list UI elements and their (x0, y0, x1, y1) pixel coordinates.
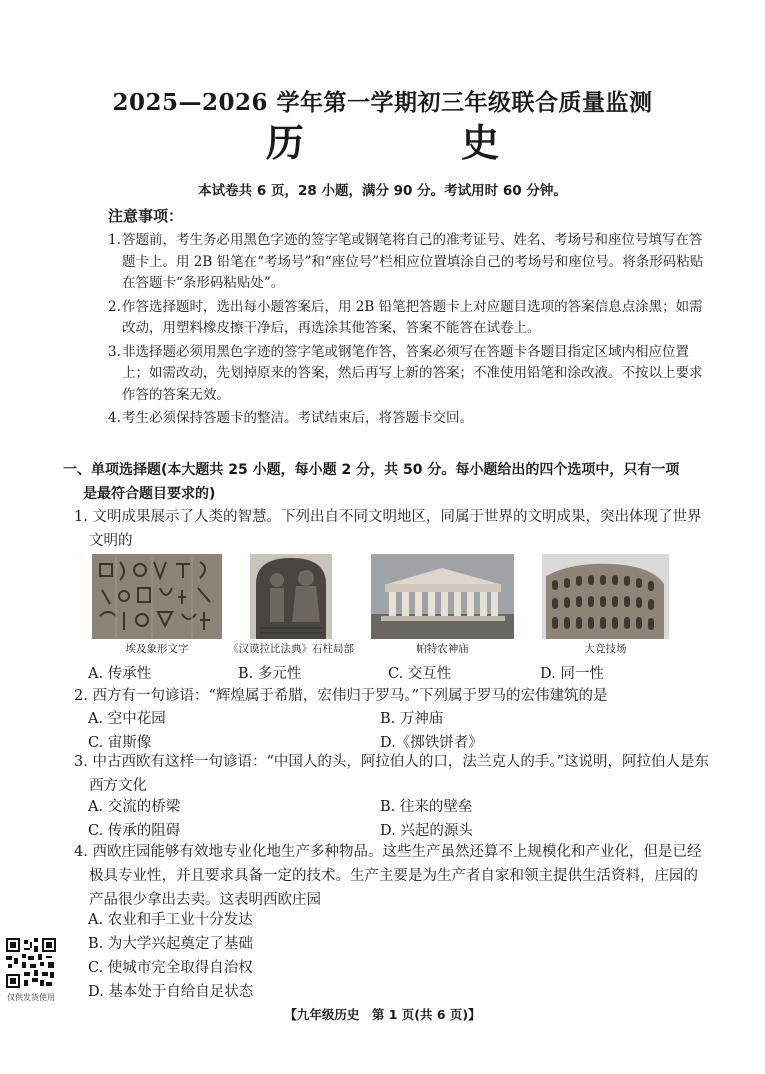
question-2-options (88, 707, 708, 755)
option-b: B. 万神庙 (380, 711, 444, 727)
option-d: D. 同一性 (540, 666, 604, 682)
question-1 (74, 505, 710, 553)
question-stem: 4. 西欧庄园能够有效地专业化地生产多种物品。这些生产虽然还算不上规模化和产业化，但是已经极具专业性，并且要求具备一定的技术。生产主要是为生产者自家和领主提供生活资料，庄园的产品很少拿出去卖。这表明西欧庄园 (74, 844, 702, 908)
option-a: A. 空中花园 (88, 711, 166, 727)
section-title-line1: 一、单项选择题(本大题共 25 小题，每小题 2 分，共 50 分。每小题给出的四个选项中，只有一项 (63, 462, 680, 478)
figure-caption: 埃及象形文字 (125, 643, 189, 655)
qr-code-icon (6, 938, 56, 988)
notice-item (108, 342, 708, 407)
option-d: D. 兴起的源头 (380, 823, 473, 839)
option-d: D. 基本处于自给自足状态 (88, 984, 254, 1000)
option-c: C. 宙斯像 (88, 735, 152, 751)
question-2 (74, 684, 710, 708)
option-b: B. 往来的壁垒 (380, 799, 473, 815)
section-title (63, 458, 708, 506)
notice-text: 答题前，考生务必用黑色字迹的签字笔或钢笔将自己的准考证号、姓名、考场号和座位号填写在答题卡上。用 2B 铅笔在“考场号”和“座位号”栏相应位置填涂自己的考场号和座位号。将条形码粘贴在答题卡“条形码粘贴处”。 (122, 232, 704, 291)
notice-heading: 注意事项： (108, 207, 184, 225)
question-4 (74, 840, 710, 912)
question-stem: 1. 文明成果展示了人类的智慧。下列出自不同文明地区，同属于世界的文明成果，突出体现了世界文明的 (74, 509, 702, 549)
notice-number: 1. (108, 232, 121, 248)
notice-item (108, 297, 708, 340)
notice-text: 考生必须保持答题卡的整洁。考试结束后，将答题卡交回。 (122, 410, 473, 426)
notice-list (108, 230, 708, 432)
notice-text: 作答选择题时，选出每小题答案后，用 2B 铅笔把答题卡上对应题目选项的答案信息点涂黑；如需改动，用塑料橡皮擦干净后，再选涂其他答案，答案不能答在试卷上。 (122, 298, 703, 336)
option-b: B. 为大学兴起奠定了基础 (88, 936, 253, 952)
figure-colosseum (542, 554, 669, 639)
option-a: A. 农业和手工业十分发达 (88, 912, 253, 928)
option-d: D.《掷铁饼者》 (380, 735, 483, 751)
qr-caption: 仅供发货使用 (7, 993, 55, 1002)
question-4-options (88, 908, 253, 1004)
question-1-options (88, 662, 708, 683)
option-a: A. 交流的桥梁 (88, 799, 181, 815)
option-c: C. 交互性 (388, 666, 452, 682)
notice-number: 3. (108, 343, 121, 360)
option-b: B. 多元性 (238, 666, 302, 682)
question-3 (74, 750, 710, 798)
figure-hammurabi-stele (250, 554, 332, 639)
subject-title: 历 史 (265, 120, 572, 165)
option-c: C. 使城市完全取得自治权 (88, 960, 253, 976)
notice-number: 4. (108, 410, 121, 426)
page-footer: 【九年级历史 第 1 页(共 6 页)】 (284, 1007, 481, 1022)
exam-info: 本试卷共 6 页，28 小题，满分 90 分。考试用时 60 分钟。 (198, 183, 567, 199)
figure-caption: 大竞技场 (584, 643, 627, 655)
notice-item (108, 230, 708, 295)
question-stem: 2. 西方有一句谚语：“辉煌属于希腊，宏伟归于罗马。”下列属于罗马的宏伟建筑的是 (74, 688, 608, 704)
figure-egyptian-hieroglyphs (92, 554, 222, 639)
exam-title: 2025—2026 学年第一学期初三年级联合质量监测 (112, 89, 653, 116)
question-stem: 3. 中古西欧有这样一句谚语：“中国人的头，阿拉伯人的口，法兰克人的手。”这说明，阿拉伯人是东西方文化 (74, 754, 710, 794)
question-3-options (88, 795, 708, 843)
option-a: A. 传承性 (88, 666, 152, 682)
notice-item (108, 408, 708, 430)
figure-caption: 帕特农神庙 (416, 643, 469, 655)
option-c: C. 传承的阻碍 (88, 823, 181, 839)
figure-parthenon (371, 554, 514, 639)
notice-number: 2. (108, 298, 121, 315)
notice-text: 非选择题必须用黑色字迹的签字笔或钢笔作答，答案必须写在答题卡各题目指定区域内相应位置上；如需改动，先划掉原来的答案，然后再写上新的答案；不准使用铅笔和涂改液。不按以上要求作答的答案无效。 (122, 343, 703, 403)
section-title-line2: 是最符合题目要求的) (83, 486, 216, 502)
figure-caption: 《汉谟拉比法典》石柱局部 (228, 643, 354, 655)
